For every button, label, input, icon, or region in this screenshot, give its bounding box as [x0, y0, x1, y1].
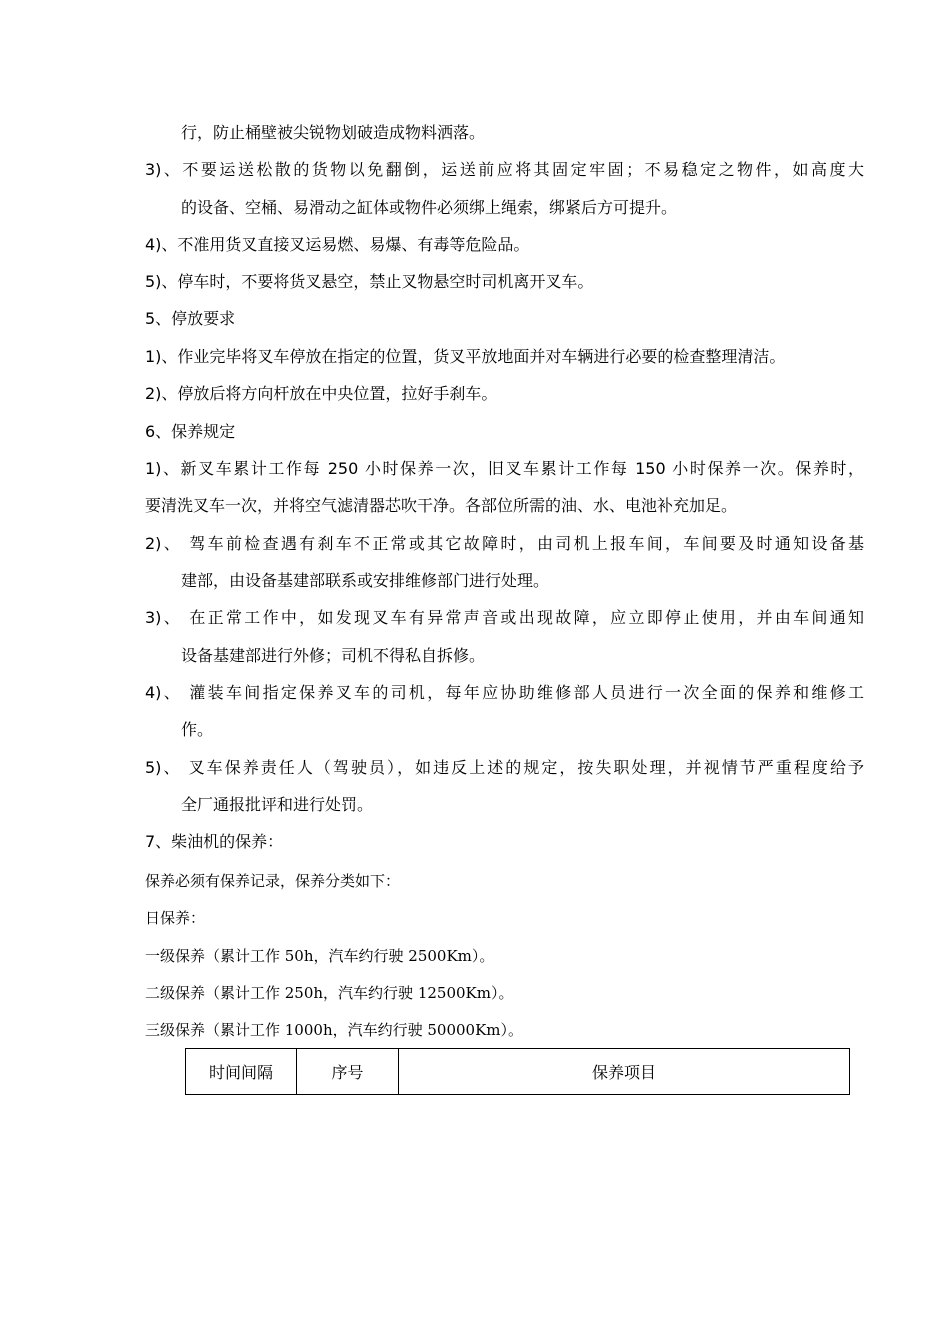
paragraph-line: 要清洗叉车一次，并将空气滤清器芯吹干净。各部位所需的油、水、电池补充加足。	[145, 496, 738, 515]
paragraph-line: 建部，由设备基建部联系或安排维修部门进行处理。	[181, 571, 550, 590]
paragraph-line: 全厂通报批评和进行处罚。	[181, 795, 374, 814]
paragraph-line: 行，防止桶壁被尖锐物划破造成物料洒落。	[181, 123, 486, 142]
paragraph-line: 的设备、空桶、易滑动之缸体或物件必须绑上绳索，绑紧后方可提升。	[181, 198, 678, 217]
table-header-cell: 时间间隔	[186, 1049, 297, 1095]
paragraph-line: 一级保养（累计工作 50h，汽车约行驶 2500Km）。	[145, 947, 495, 965]
paragraph-line: 日保养：	[145, 909, 206, 927]
paragraph-line: 5)、停车时，不要将货叉悬空，禁止叉物悬空时司机离开叉车。	[145, 272, 594, 291]
paragraph-line: 4)、不准用货叉直接叉运易燃、易爆、有毒等危险品。	[145, 235, 530, 254]
paragraph-line: 5)、 叉车保养责任人（驾驶员），如违反上述的规定，按失职处理，并视情节严重程度给予	[145, 758, 864, 777]
section-heading: 6、保养规定	[145, 422, 236, 441]
paragraph-line: 三级保养（累计工作 1000h，汽车约行驶 50000Km）。	[145, 1021, 524, 1039]
maintenance-table	[185, 1048, 850, 1095]
table-header-row	[186, 1049, 850, 1095]
section-heading: 7、柴油机的保养：	[145, 832, 284, 851]
paragraph-line: 4)、 灌装车间指定保养叉车的司机，每年应协助维修部人员进行一次全面的保养和维修工	[145, 683, 864, 702]
paragraph-line: 二级保养（累计工作 250h，汽车约行驶 12500Km）。	[145, 984, 514, 1002]
paragraph-line: 2)、 驾车前检查遇有刹车不正常或其它故障时，由司机上报车间，车间要及时通知设备基	[145, 534, 864, 553]
table-header-cell: 序号	[297, 1049, 399, 1095]
paragraph-line: 2)、停放后将方向杆放在中央位置，拉好手刹车。	[145, 384, 498, 403]
section-heading: 5、停放要求	[145, 309, 236, 328]
paragraph-line: 1)、作业完毕将叉车停放在指定的位置，货叉平放地面并对车辆进行必要的检查整理清洁。	[145, 347, 786, 366]
paragraph-line: 1)、新叉车累计工作每 250 小时保养一次，旧叉车累计工作每 150 小时保养一次。保养时，	[145, 459, 864, 478]
paragraph-line: 保养必须有保养记录，保养分类如下：	[145, 872, 401, 890]
paragraph-line: 设备基建部进行外修；司机不得私自拆修。	[181, 646, 486, 665]
paragraph-line: 3)、不要运送松散的货物以免翻倒，运送前应将其固定牢固；不易稳定之物件，如高度大	[145, 160, 864, 179]
paragraph-line: 作。	[181, 720, 214, 739]
table-header-cell: 保养项目	[399, 1049, 850, 1095]
paragraph-line: 3)、 在正常工作中，如发现叉车有异常声音或出现故障，应立即停止使用，并由车间通知	[145, 608, 864, 627]
